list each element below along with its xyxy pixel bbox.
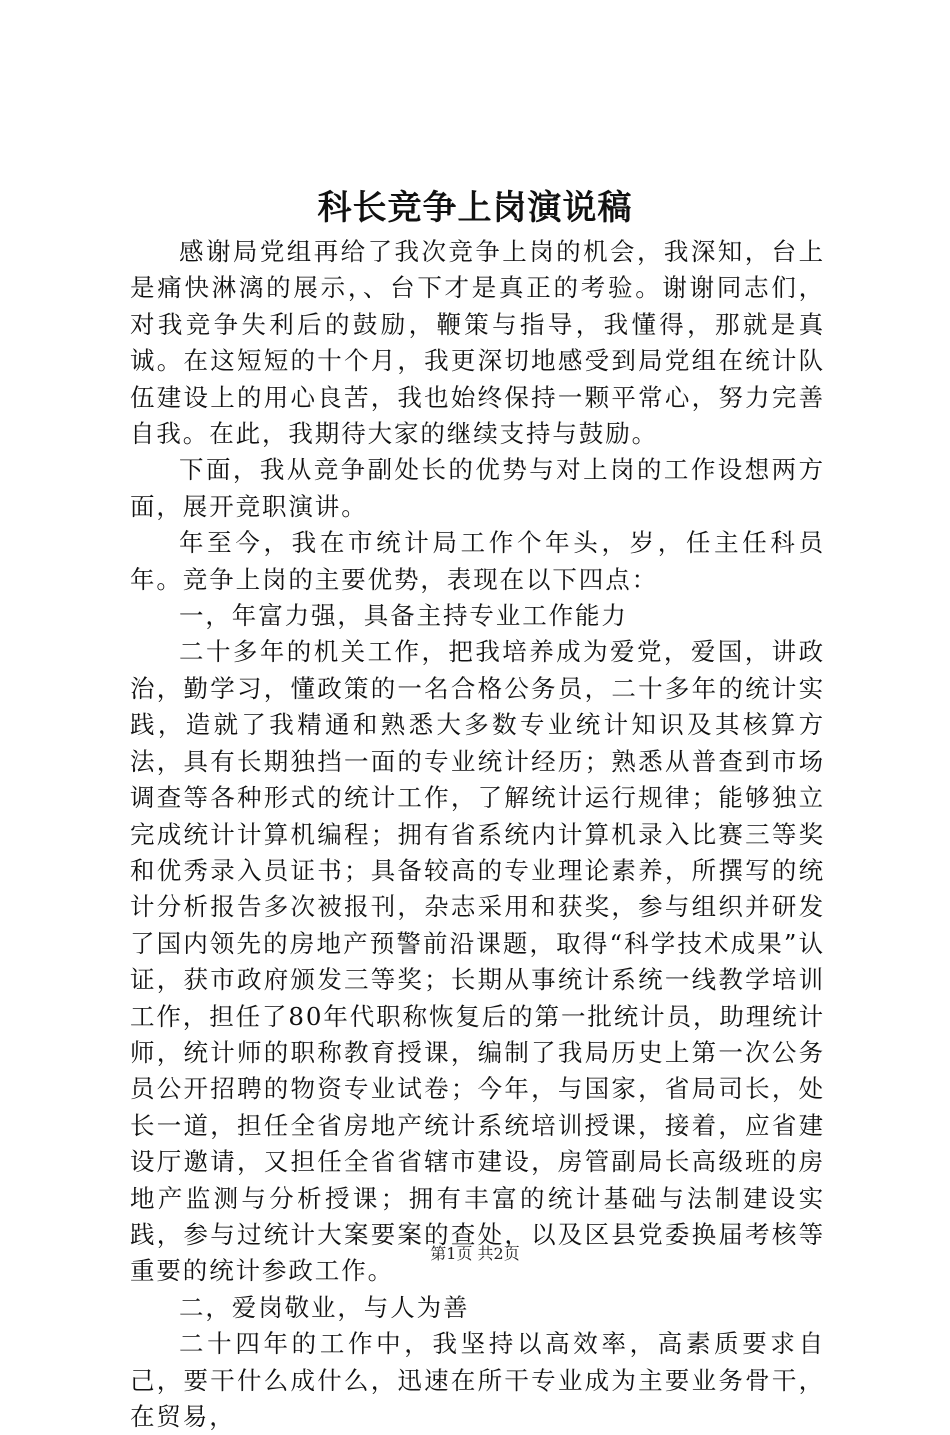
- paragraph-intro: 感谢局党组再给了我次竞争上岗的机会，我深知，台上是痛快淋漓的展示，、台下才是真正的考验。谢谢同志们，对我竞争失利后的鼓励，鞭策与指导，我懂得，那就是真诚。在这短短的十个月，我更深切地感受到局党组在统计队伍建设上的用心良苦，我也始终保持一颗平常心，努力完善自我。在此，我期待大家的继续支持与鼓励。: [130, 237, 825, 449]
- document-title: 科长竞争上岗演说稿: [317, 188, 633, 228]
- page-footer: 第1页 共2页: [430, 1244, 520, 1263]
- section-heading-1: 一，年富力强，具备主持专业工作能力: [179, 601, 628, 631]
- paragraph-section-2: 二十四年的工作中，我坚持以高效率，高素质要求自己，要干什么成什么，迅速在所干专业成为主要业务骨干，在贸易，: [130, 1329, 825, 1431]
- paragraph-background: 年至今，我在市统计局工作个年头，岁，任主任科员年。竞争上岗的主要优势，表现在以下四点：: [130, 528, 825, 594]
- section-heading-2: 二，爱岗敬业，与人为善: [179, 1292, 470, 1322]
- paragraph-outline: 下面，我从竞争副处长的优势与对上岗的工作设想两方面，展开竞职演讲。: [130, 455, 825, 521]
- paragraph-section-1: 二十多年的机关工作，把我培养成为爱党，爱国，讲政治，勤学习，懂政策的一名合格公务员，二十多年的统计实践，造就了我精通和熟悉大多数专业统计知识及其核算方法，具有长期独挡一面的专业统计经历；熟悉从普查到市场调查等各种形式的统计工作，了解统计运行规律；能够独立完成统计计算机编程；拥有省系统内计算机录入比赛三等奖和优秀录入员证书；具备较高的专业理论素养，所撰写的统计分析报告多次被报刊，杂志采用和获奖，参与组织并研发了国内领先的房地产预警前沿课题，取得“科学技术成果”认证，获市政府颁发三等奖；长期从事统计系统一线教学培训工作，担任了80年代职称恢复后的第一批统计员，助理统计师，统计师的职称教育授课，编制了我局历史上第一次公务员公开招聘的物资专业试卷；今年，与国家，省局司长，处长一道，担任全省房地产统计系统培训授课，接着，应省建设厅邀请，又担任全省省辖市建设，房管副局长高级班的房地产监测与分析授课；拥有丰富的统计基础与法制建设实践，参与过统计大案要案的查处，以及区县党委换届考核等重要的统计参政工作。: [130, 637, 825, 1286]
